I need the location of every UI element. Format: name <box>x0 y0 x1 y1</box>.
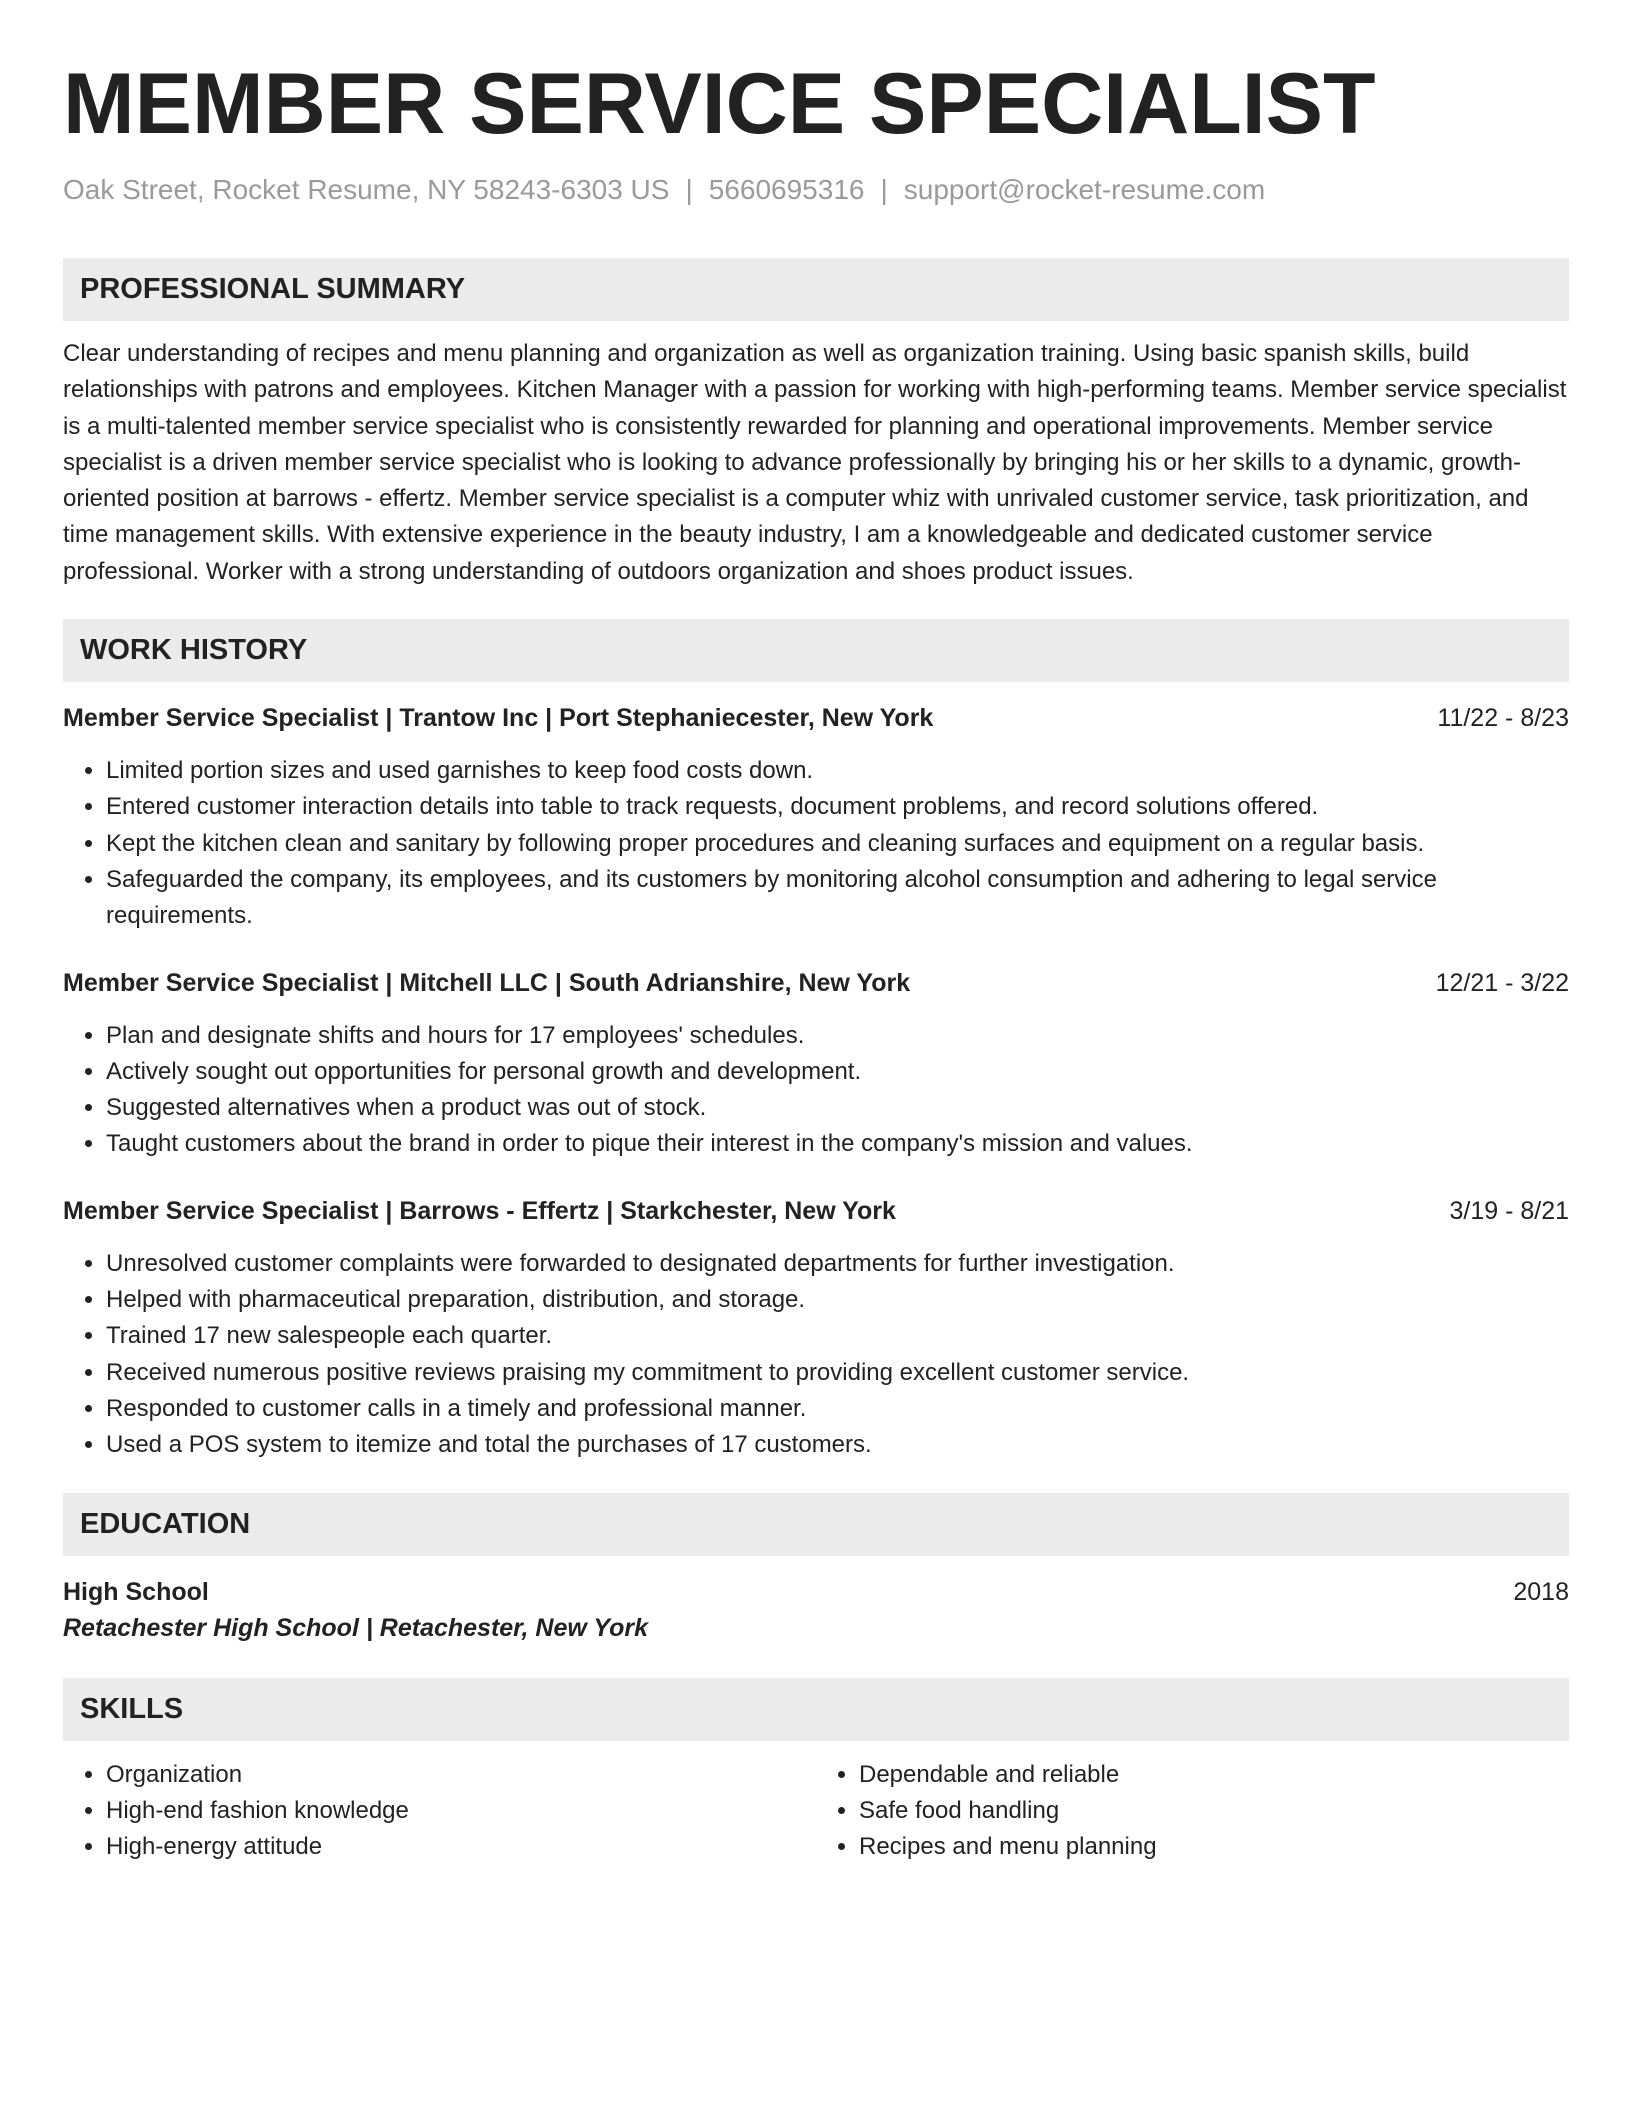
job-dates: 11/22 - 8/23 <box>1437 704 1569 733</box>
job-bullet: • Entered customer interaction details into table to track requests, document problems, and record solutions offered. <box>106 789 1569 825</box>
job-bullet: • Used a POS system to itemize and total the purchases of 17 customers. <box>106 1427 1569 1463</box>
job-dates: 12/21 - 3/22 <box>1435 968 1569 997</box>
skills-list <box>816 1757 1569 1866</box>
job-bullets <box>63 753 1569 934</box>
candidate-name: MEMBER SERVICE SPECIALIST <box>63 56 1376 152</box>
job-bullet: • Helped with pharmaceutical preparation, distribution, and storage. <box>106 1282 1569 1318</box>
job-dates: 3/19 - 8/21 <box>1449 1196 1569 1225</box>
job-bullet: • Limited portion sizes and used garnishes to keep food costs down. <box>106 753 1569 789</box>
skill-item: • High-energy attitude <box>106 1829 816 1865</box>
skill-item: • Recipes and menu planning <box>859 1829 1569 1865</box>
job-bullets <box>63 1246 1569 1464</box>
education-degree: High School <box>63 1577 209 1606</box>
work-history-heading: WORK HISTORY <box>63 619 1569 682</box>
job-header <box>63 701 1569 735</box>
job-title: Member Service Specialist | Trantow Inc | Port Stephaniecester, New York <box>63 704 934 733</box>
skill-item: • Safe food handling <box>859 1793 1569 1829</box>
skill-item: • Organization <box>106 1757 816 1793</box>
job-bullet: • Responded to customer calls in a timely and professional manner. <box>106 1391 1569 1427</box>
contact-email: support@rocket-resume.com <box>903 174 1266 205</box>
skills-column-right <box>816 1757 1569 1866</box>
job-title: Member Service Specialist | Mitchell LLC | South Adrianshire, New York <box>63 968 911 997</box>
skills-heading: SKILLS <box>63 1678 1569 1741</box>
skills-grid <box>63 1757 1569 1866</box>
job-bullet: • Safeguarded the company, its employees, and its customers by monitoring alcohol consumption and adhering to legal service requirements. <box>106 862 1569 935</box>
skills-list <box>63 1757 816 1866</box>
job-header <box>63 1194 1569 1228</box>
job-bullets <box>63 1018 1569 1163</box>
job-entry <box>63 966 1569 1163</box>
work-history-section <box>63 619 1569 1463</box>
contact-line <box>63 172 1569 208</box>
skills-column-left <box>63 1757 816 1866</box>
job-bullet: • Suggested alternatives when a product was out of stock. <box>106 1090 1569 1126</box>
education-school: Retachester High School | Retachester, New York <box>63 1613 648 1642</box>
summary-section <box>63 258 1569 590</box>
job-bullet: • Trained 17 new salespeople each quarter. <box>106 1318 1569 1354</box>
education-entry <box>63 1574 1569 1610</box>
job-bullet: • Kept the kitchen clean and sanitary by following proper procedures and cleaning surfaces and equipment on a regular basis. <box>106 826 1569 862</box>
job-bullet: • Plan and designate shifts and hours for 17 employees' schedules. <box>106 1018 1569 1054</box>
contact-address: Oak Street, Rocket Resume, NY 58243-6303 US <box>63 174 670 205</box>
education-year: 2018 <box>1513 1577 1569 1606</box>
skills-section <box>63 1678 1569 1866</box>
summary-heading: PROFESSIONAL SUMMARY <box>63 258 1569 321</box>
summary-text: Clear understanding of recipes and menu planning and organization as well as organization training. Using basic spanish skills, build relationships with patrons and employees. Kitchen Manager with a passion for working with high-performing teams. Member service specialist is a multi-talented member service specialist who is consistently rewarded for planning and operational improvements. Member service specialist is a driven member service specialist who is looking to advance professionally by bringing his or her skills to a dynamic, growth-oriented position at barrows - effertz. Member service specialist is a computer whiz with unrivaled customer service, task prioritization, and time management skills. With extensive experience in the beauty industry, I am a knowledgeable and dedicated customer service professional. Worker with a strong understanding of outdoors organization and shoes product issues. <box>63 340 1567 585</box>
job-entry <box>63 701 1569 934</box>
skill-item: • Dependable and reliable <box>859 1757 1569 1793</box>
contact-phone: 5660695316 <box>708 174 865 205</box>
contact-separator: | <box>880 174 888 205</box>
skill-item: • High-end fashion knowledge <box>106 1793 816 1829</box>
job-header <box>63 966 1569 1000</box>
job-bullet: • Received numerous positive reviews praising my commitment to providing excellent customer service. <box>106 1355 1569 1391</box>
job-title: Member Service Specialist | Barrows - Effertz | Starkchester, New York <box>63 1196 896 1225</box>
contact-separator: | <box>685 174 693 205</box>
education-section <box>63 1493 1569 1646</box>
job-bullet: • Taught customers about the brand in order to pique their interest in the company's mission and values. <box>106 1126 1569 1162</box>
job-bullet: • Actively sought out opportunities for personal growth and development. <box>106 1054 1569 1090</box>
job-bullet: • Unresolved customer complaints were forwarded to designated departments for further investigation. <box>106 1246 1569 1282</box>
education-heading: EDUCATION <box>63 1493 1569 1556</box>
job-entry <box>63 1194 1569 1464</box>
